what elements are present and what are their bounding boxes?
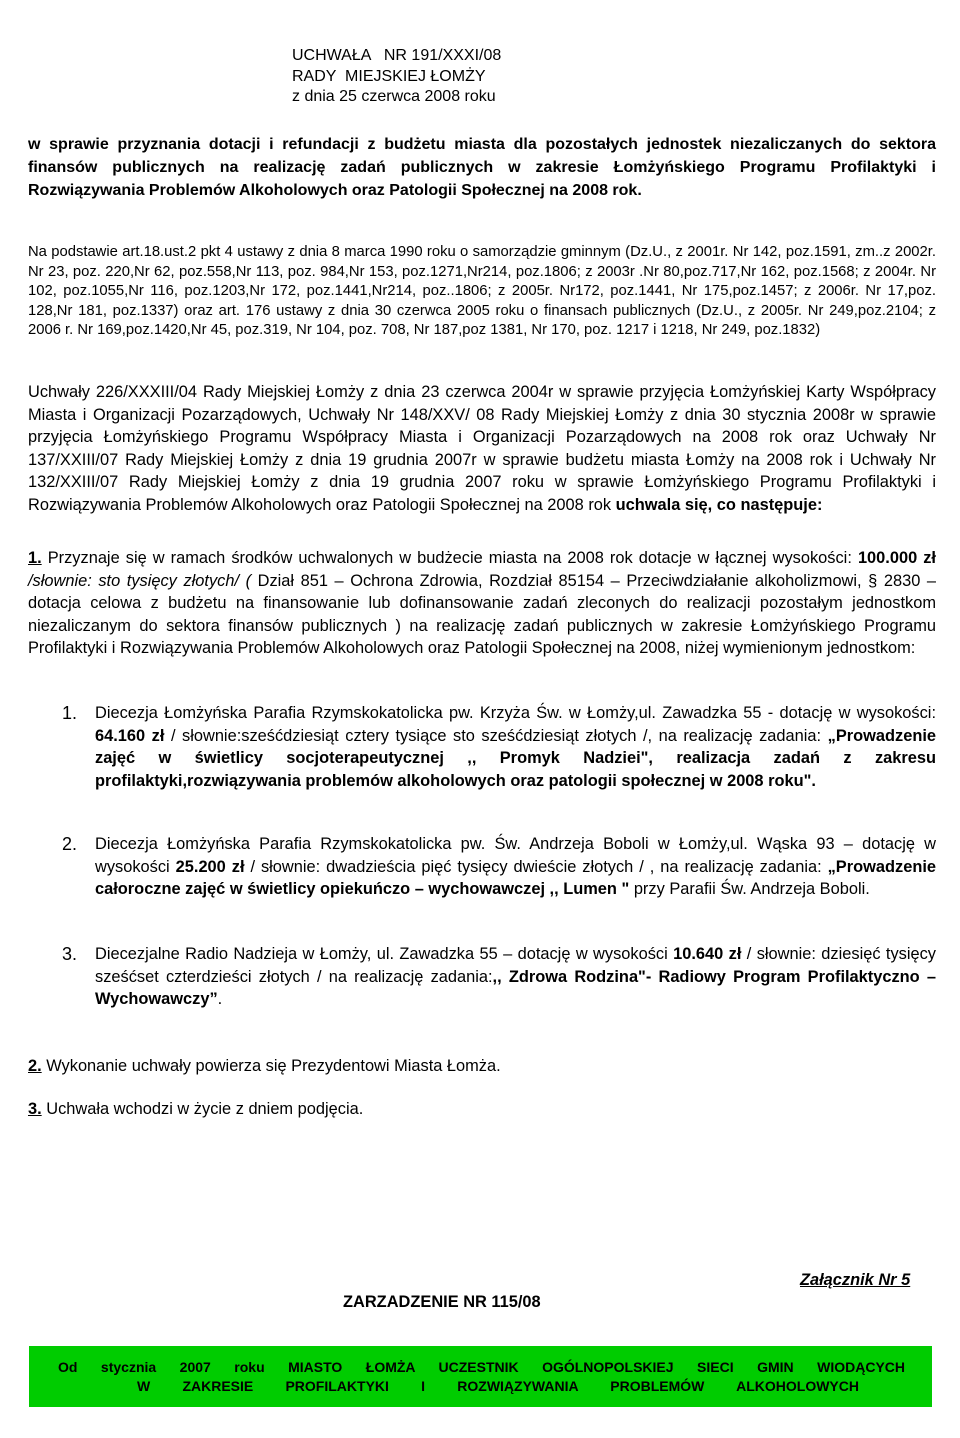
list-item-number: 3.	[62, 944, 78, 964]
section-3-number: 3.	[28, 1100, 42, 1118]
resolution-subject: w sprawie przyznania dotacji i refundacji z budżetu miasta dla pozostałych jednostek niezaliczanych do sektora finansów publicznych na realizację zadań publicznych w zakresie Łomżyńskiego Programu Profilaktyki i Rozwiązywania Problemów Alkoholowych oraz Patologii Społecznej na 2008 rok.	[28, 136, 936, 199]
list-item-text	[95, 943, 936, 1011]
list-item-text	[95, 833, 936, 901]
item-text-a: Diecezjalne Radio Nadzieja w Łomży, ul. Zawadzka 55 – dotację w wysokości	[95, 945, 674, 963]
banner-line-1: Od stycznia 2007 roku MIASTO ŁOMŻA UCZESTNIK OGÓLNOPOLSKIEJ SIECI GMIN WIODĄCYCH	[58, 1359, 905, 1375]
item-amount: 64.160 zł	[95, 726, 165, 745]
section-2	[28, 1055, 501, 1077]
section-1-amount: 100.000 zł	[857, 549, 936, 567]
item-task: „Prowadzenie całoroczne zajęć w świetlicy opiekuńczo – wychowawczej ,, Lumen "	[95, 857, 936, 899]
resolution-number: UCHWAŁA NR 191/XXXI/08	[292, 47, 502, 64]
item-text-b: / słownie: dwadzieścia pięć tysięcy dwieście złotych / , na realizację zadania:	[244, 857, 828, 876]
resolutions-text: Uchwały 226/XXXIII/04 Rady Miejskiej Łomży z dnia 23 czerwca 2004r w sprawie przyjęcia Łomżyńskiej Karty Współpracy Miasta i Organizacji Pozarządowych, Uchwały Nr 148/XXV/ 08 Rady Miejskiej Łomży z dnia 30 stycznia 2008r w sprawie przyjęcia Łomżyńskiego Programu Współpracy Miasta i Organizacji Pozarządowych na 2008 rok oraz Uchwały Nr 137/XXIII/07 Rady Miejskiej Łomży z dnia 19 grudnia 2007r w sprawie budżetu miasta Łomży na 2008 rok i Uchwały Nr 132/XXIII/07 Rady Miejskiej Łomży z dnia 19 grudnia 2007 roku w sprawie Łomżyńskiego Programu Profilaktyki i Rozwiązywania Problemów Alkoholowych oraz Patologii Społecznej na 2008 rok	[28, 383, 936, 514]
annex-label: Załącznik Nr 5	[800, 1271, 911, 1289]
council-name: RADY MIEJSKIEJ ŁOMŻY	[292, 67, 486, 85]
section-1-text-a: Przyznaje się w ramach środków uchwalonych w budżecie miasta na 2008 rok dotacje w łącznej wysokości:	[41, 549, 858, 567]
item-text-b: / słownie: dziesięć tysięcy sześćset czterdzieści złotych / na realizację zadania:	[95, 945, 937, 986]
item-text-c: .	[217, 990, 223, 1009]
resolution-date: z dnia 25 czerwca 2008 roku	[292, 88, 496, 105]
legal-basis: Na podstawie art.18.ust.2 pkt 4 ustawy z dnia 8 marca 1990 roku o samorządzie gminnym (Dz.U., z 2001r. Nr 142, poz.1591, zm..z 2002r. Nr 23, poz. 220,Nr 62, poz.558,Nr 113, poz. 984,Nr 153, poz.1271,Nr214, poz.1806; z 2003r .Nr 80,poz.717,Nr 162, poz.1568; z 2004r. Nr 102, poz.1055,Nr 116, poz.1203,Nr 172, poz.1441,Nr214, poz..1806; z 2005r. Nr172, poz.1441, Nr 175,poz.1457; z 2006r. Nr 17,poz. 128,Nr 181, poz.1337) oraz art. 176 ustawy z dnia 30 czerwca 2005 roku o finansach publicznych (Dz.U., z 2005r. Nr 249,poz.2104; z 2006 r. Nr 169,poz.1420,Nr 45, poz.319, Nr 104, poz. 708, Nr 187,poz 1381, Nr 170, poz. 1217 i 1218, Nr 249, poz.1832)	[28, 244, 936, 339]
item-task: ,, Zdrowa Rodzina"- Radiowy Program Profilaktyczno – Wychowawczy”	[95, 967, 936, 1009]
section-1	[28, 547, 936, 660]
list-item	[28, 702, 936, 792]
list-item-text	[95, 702, 936, 792]
item-text-c: przy Parafii Św. Andrzeja Boboli.	[629, 880, 870, 899]
list-item	[28, 943, 936, 1011]
item-task: „Prowadzenie zajęć w świetlicy socjoterapeutycznej ,, Promyk Nadziei", realizacja zadań z zakresu profilaktyki,rozwiązywania problemów alkoholowych oraz patologii społecznej w 2008 roku".	[95, 726, 937, 790]
item-amount: 25.200 zł	[175, 857, 245, 876]
section-3	[28, 1098, 363, 1120]
order-title: ZARZADZENIE NR 115/08	[343, 1293, 541, 1311]
program-banner	[29, 1346, 932, 1407]
item-text-a: Diecezja Łomżyńska Parafia Rzymskokatolicka pw. Św. Andrzeja Boboli w Łomży,ul. Wąska 93 – dotację w wysokości	[95, 835, 936, 876]
item-text-a: Diecezja Łomżyńska Parafia Rzymskokatolicka pw. Krzyża Św. w Łomży,ul. Zawadzka 55 - dotację w wysokości:	[95, 704, 936, 722]
section-1-amount-words: /słownie: sto tysięcy złotych/ (	[28, 571, 258, 590]
section-2-number: 2.	[28, 1057, 42, 1075]
banner-line-2: W ZAKRESIE PROFILAKTYKI I ROZWIĄZYWANIA PROBLEMÓW ALKOHOLOWYCH	[137, 1378, 859, 1394]
resolution-header	[292, 46, 501, 108]
list-item	[28, 833, 936, 901]
section-2-text: Wykonanie uchwały powierza się Prezydentowi Miasta Łomża.	[41, 1057, 501, 1075]
item-text-b: / słownie:sześćdziesiąt cztery tysiące sto sześćdziesiąt złotych /, na realizację zadania:	[164, 726, 828, 745]
resolves-phrase: uchwala się, co następuje:	[615, 495, 823, 514]
section-1-number: 1.	[28, 549, 42, 567]
list-item-number: 2.	[62, 834, 78, 854]
resolutions-paragraph	[28, 381, 936, 517]
section-1-text-b: Dział 851 – Ochrona Zdrowia, Rozdział 85154 – Przeciwdziałanie alkoholizmowi, § 2830 – dotacja celowa z budżetu na finansowanie lub dofinansowanie zadań zleconych do realizacji pozostałym jednostkom niezaliczanym do sektora finansów publicznych ) na realizację zadań publicznych w zakresie Łomżyńskiego Programu Profilaktyki i Rozwiązywania Problemów Alkoholowych oraz Patologii Społecznej na 2008, niżej wymienionym jednostkom:	[28, 571, 936, 658]
item-amount: 10.640 zł	[673, 945, 742, 963]
section-3-text: Uchwała wchodzi w życie z dniem podjęcia.	[41, 1100, 364, 1118]
list-item-number: 1.	[62, 703, 78, 723]
